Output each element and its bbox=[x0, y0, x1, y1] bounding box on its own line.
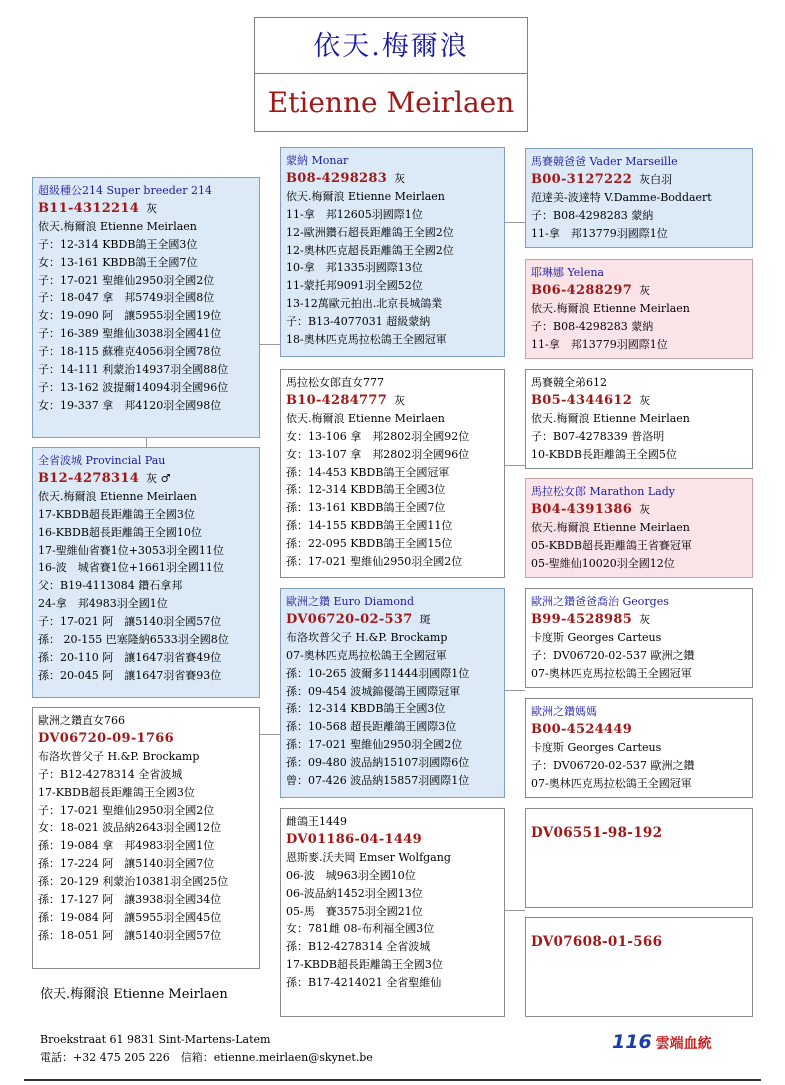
gen2-line: 依天.梅爾浪 Etienne Meirlaen bbox=[286, 411, 445, 425]
gen2-ring: DV06720-02-537 bbox=[286, 611, 413, 627]
gen3-card bbox=[525, 588, 753, 688]
gen2-color: 斑 bbox=[419, 612, 431, 626]
gen3-card bbox=[525, 259, 753, 359]
provincial-pau-line: 依天.梅爾浪 Etienne Meirlaen bbox=[38, 489, 197, 503]
gen2-line: 孫：10-568 超長距離鴿王國際3位 bbox=[286, 720, 457, 734]
gen3-name: 馬賽競爸爸 Vader Marseille bbox=[531, 155, 678, 168]
bottom-divider bbox=[24, 1079, 761, 1081]
gen3-line: 11-拿 邦13779羽國際1位 bbox=[531, 226, 668, 240]
logo-number: 116 bbox=[612, 1031, 652, 1053]
connector-line bbox=[504, 222, 525, 223]
gen2-line: 06-波 城963羽全國10位 bbox=[286, 868, 416, 882]
gen2-line: 07-奧林匹克馬拉松鴿王全國冠軍 bbox=[286, 648, 447, 662]
gen3-card bbox=[525, 369, 753, 469]
gen3-line: 05-聖維仙10020羽全國12位 bbox=[531, 556, 675, 570]
gen3-line: 07-奧林匹克馬拉松鴿王全國冠軍 bbox=[531, 666, 692, 680]
gen2-line: 12-奧林匹克超長距離鴿王全國2位 bbox=[286, 243, 454, 257]
sire-card bbox=[32, 177, 260, 438]
sire-line: 子：18-047 拿 邦5749羽全國8位 bbox=[38, 291, 215, 305]
dam-line: 女：18-021 波品納2643羽全國12位 bbox=[38, 821, 222, 835]
gen2-ring: DV01186-04-1449 bbox=[286, 831, 422, 847]
provincial-pau-line: 孫：20-045 阿 讓1647羽省賽93位 bbox=[38, 668, 222, 682]
sire-line: 女：13-161 KBDB鴿王全國7位 bbox=[38, 255, 198, 269]
provincial-pau-line: 父：B19-4113084 鑽石拿邦 bbox=[38, 579, 183, 593]
sire-color: 灰 bbox=[146, 201, 158, 215]
dam-line: 17-KBDB超長距離鴿王全國3位 bbox=[38, 785, 195, 799]
gen2-line: 孫：13-161 KBDB鴿王全國7位 bbox=[286, 501, 446, 515]
sire-name: 超級種公214 Super breeder 214 bbox=[38, 184, 213, 197]
gen3-line: 卡度斯 Georges Carteus bbox=[531, 630, 662, 644]
gen3-ring: B00-3127222 bbox=[531, 171, 633, 187]
gen3-line: 05-KBDB超長距離鴿王省賽冠軍 bbox=[531, 538, 692, 552]
gen2-card-monar bbox=[280, 147, 505, 357]
gen3-name: 馬賽競全弟612 bbox=[531, 376, 607, 389]
dam-line: 孫：20-129 利蒙治10381羽全國25位 bbox=[38, 875, 229, 889]
gen3-name: 歐洲之鑽媽媽 bbox=[531, 705, 597, 718]
sire-line: 女：19-337 拿 邦4120羽全國98位 bbox=[38, 398, 222, 412]
provincial-pau-line: 24-拿 邦4983羽全國1位 bbox=[38, 597, 168, 611]
connector-line bbox=[259, 734, 280, 735]
gen3-line: 子：B08-4298283 蒙納 bbox=[531, 319, 654, 333]
gen3-line: 范達美-波達特 V.Damme-Boddaert bbox=[531, 190, 712, 204]
gen3-card bbox=[525, 917, 753, 1017]
footer-phone-email: 電話：+32 475 205 226 信箱：etienne.meirlaen@skynet.be bbox=[40, 1051, 373, 1064]
connector-line bbox=[259, 344, 280, 345]
dam-name: 歐洲之鑽直女766 bbox=[38, 714, 125, 727]
provincial-pau-line: 子：17-021 阿 讓5140羽全國57位 bbox=[38, 615, 222, 629]
sire-line: 子：17-021 聖維仙2950羽全國2位 bbox=[38, 273, 215, 287]
gen3-ring: B00-4524449 bbox=[531, 721, 633, 737]
dam-line: 布洛坎普父子 H.&P. Brockamp bbox=[38, 749, 200, 763]
gen2-line: 06-波品納1452羽全國13位 bbox=[286, 886, 423, 900]
breeder-name-chinese: 依天.梅爾浪 bbox=[255, 18, 527, 74]
gen3-card bbox=[525, 808, 753, 908]
gen2-ring: B08-4298283 bbox=[286, 170, 388, 186]
gen2-line: 18-奧林匹克馬拉松鴿王全國冠軍 bbox=[286, 333, 447, 347]
provincial-pau-line: 孫： 20-155 巴塞隆納6533羽全國8位 bbox=[38, 633, 229, 647]
provincial-pau-color: 灰 ♂ bbox=[146, 471, 171, 485]
gen2-line: 依天.梅爾浪 Etienne Meirlaen bbox=[286, 189, 445, 203]
gen3-name: 耶琳娜 Yelena bbox=[531, 266, 604, 279]
breeder-name-english: Etienne Meirlaen bbox=[267, 86, 515, 119]
dam-lines bbox=[38, 748, 254, 945]
gen2-line: 曾：07-426 波品納15857羽國際1位 bbox=[286, 774, 470, 788]
gen3-line: 依天.梅爾浪 Etienne Meirlaen bbox=[531, 520, 690, 534]
footer-contact bbox=[40, 1031, 373, 1067]
gen3-line: 11-拿 邦13779羽國際1位 bbox=[531, 337, 668, 351]
provincial-pau-name: 全省波城 Provincial Pau bbox=[38, 454, 166, 467]
sire-line: 子：13-162 波提爾14094羽全國96位 bbox=[38, 380, 229, 394]
dam-line: 子：17-021 聖維仙2950羽全國2位 bbox=[38, 803, 215, 817]
provincial-pau-lines bbox=[38, 488, 254, 685]
gen2-line: 孫：17-021 聖維仙2950羽全國2位 bbox=[286, 738, 463, 752]
gen2-color: 灰 bbox=[394, 171, 406, 185]
footer-address: Broekstraat 61 9831 Sint-Martens-Latem bbox=[40, 1033, 271, 1046]
gen2-line: 12-歐洲鑽石超長距離鴿王全國2位 bbox=[286, 225, 454, 239]
gen2-card-marathon-daughter bbox=[280, 369, 505, 578]
logo bbox=[612, 1031, 712, 1057]
gen3-ring: DV07608-01-566 bbox=[531, 934, 663, 950]
gen2-line: 孫：09-454 波城錦優鴿王國際冠軍 bbox=[286, 684, 461, 698]
gen2-line: 孫：B17-4214021 全省聖維仙 bbox=[286, 976, 442, 990]
provincial-pau-line: 17-聖維仙省賽1位+3053羽全國11位 bbox=[38, 543, 224, 557]
gen2-line: 子：B13-4077031 超級蒙納 bbox=[286, 315, 431, 329]
gen3-color: 灰 bbox=[639, 502, 651, 516]
gen2-line: 13-12萬歐元拍出.北京長城鴿業 bbox=[286, 297, 443, 311]
gen3-line: 子：B08-4298283 蒙納 bbox=[531, 208, 654, 222]
provincial-pau-line: 17-KBDB超長距離鴿王全國3位 bbox=[38, 507, 195, 521]
gen3-line: 子：DV06720-02-537 歐洲之鑽 bbox=[531, 758, 695, 772]
gen2-line: 孫：22-095 KBDB鴿王全國15位 bbox=[286, 537, 453, 551]
gen2-line: 孫：09-480 波品納15107羽國際6位 bbox=[286, 756, 470, 770]
gen3-line: 依天.梅爾浪 Etienne Meirlaen bbox=[531, 411, 690, 425]
provincial-pau-line: 16-波 城省賽1位+1661羽全國11位 bbox=[38, 561, 224, 575]
gen2-line: 孫：10-265 波爾多11444羽國際1位 bbox=[286, 666, 470, 680]
provincial-pau-line: 孫：20-110 阿 讓1647羽省賽49位 bbox=[38, 650, 222, 664]
gen3-color: 灰 bbox=[639, 283, 651, 297]
sire-lines bbox=[38, 218, 254, 415]
gen2-card-queen-1449 bbox=[280, 808, 505, 1017]
pedigree-header bbox=[254, 17, 528, 132]
sire-ring: B11-4312214 bbox=[38, 200, 140, 216]
dam-line: 孫：19-084 拿 邦4983羽全國1位 bbox=[38, 839, 215, 853]
gen3-name: 馬拉松女郎 Marathon Lady bbox=[531, 485, 675, 498]
footer-breeder-name: 依天.梅爾浪 Etienne Meirlaen bbox=[40, 987, 228, 1002]
gen2-line: 05-馬 賽3575羽全國21位 bbox=[286, 904, 423, 918]
provincial-pau-line: 16-KBDB超長距離鴿王全國10位 bbox=[38, 525, 202, 539]
gen2-name: 歐洲之鑽 Euro Diamond bbox=[286, 595, 415, 608]
gen3-ring: B06-4288297 bbox=[531, 282, 633, 298]
dam-card bbox=[32, 707, 260, 969]
gen2-line: 女：781雌 08-布利福全國3位 bbox=[286, 922, 435, 936]
sire-line: 子：18-115 蘇雅克4056羽全國78位 bbox=[38, 345, 222, 359]
gen3-color: 灰 bbox=[639, 393, 651, 407]
gen2-color: 灰 bbox=[394, 393, 406, 407]
provincial-pau-card bbox=[32, 447, 260, 698]
dam-line: 孫：18-051 阿 讓5140羽全國57位 bbox=[38, 928, 222, 942]
gen2-line: 孫：14-155 KBDB鴿王全國11位 bbox=[286, 519, 453, 533]
gen2-line: 11-拿 邦12605羽國際1位 bbox=[286, 207, 423, 221]
gen3-line: 卡度斯 Georges Carteus bbox=[531, 740, 662, 754]
dam-line: 孫：17-127 阿 讓3938羽全國34位 bbox=[38, 893, 222, 907]
sire-line: 女：19-090 阿 讓5955羽全國19位 bbox=[38, 309, 222, 323]
connector-line bbox=[504, 910, 525, 911]
gen3-card bbox=[525, 698, 753, 798]
gen3-name: 歐洲之鑽爸爸喬治 Georges bbox=[531, 595, 669, 608]
dam-ring: DV06720-09-1766 bbox=[38, 730, 174, 746]
sire-line: 子：12-314 KBDB鴿王全國3位 bbox=[38, 237, 198, 251]
gen3-line: 子：DV06720-02-537 歐洲之鑽 bbox=[531, 648, 695, 662]
gen3-line: 10-KBDB長距離鴿王全國5位 bbox=[531, 447, 677, 461]
dam-line: 孫：19-084 阿 讓5955羽全國45位 bbox=[38, 910, 222, 924]
gen2-ring: B10-4284777 bbox=[286, 392, 388, 408]
dam-line: 子：B12-4278314 全省波城 bbox=[38, 767, 183, 781]
gen2-line: 孫：12-314 KBDB鴿王全國3位 bbox=[286, 483, 446, 497]
gen2-name: 馬拉松女郎直女777 bbox=[286, 376, 384, 389]
gen3-ring: B05-4344612 bbox=[531, 392, 633, 408]
gen2-line: 孫：12-314 KBDB鴿王全國3位 bbox=[286, 702, 446, 716]
gen3-line: 子：B07-4278339 普洛明 bbox=[531, 429, 665, 443]
gen2-line: 女：13-106 拿 邦2802羽全國92位 bbox=[286, 429, 470, 443]
gen2-name: 蒙納 Monar bbox=[286, 154, 349, 167]
connector-line bbox=[504, 690, 525, 691]
logo-text: 雲端血統 bbox=[655, 1036, 712, 1052]
gen2-name: 雌鴿王1449 bbox=[286, 815, 347, 828]
gen3-color: 灰白羽 bbox=[639, 172, 673, 186]
gen2-line: 孫：17-021 聖維仙2950羽全國2位 bbox=[286, 555, 463, 569]
gen3-line: 依天.梅爾浪 Etienne Meirlaen bbox=[531, 301, 690, 315]
gen2-line: 女：13-107 拿 邦2802羽全國96位 bbox=[286, 447, 470, 461]
gen3-color: 灰 bbox=[639, 612, 651, 626]
gen2-line: 布洛坎普父子 H.&P. Brockamp bbox=[286, 630, 448, 644]
provincial-pau-ring: B12-4278314 bbox=[38, 470, 140, 486]
gen3-line: 07-奧林匹克馬拉松鴿王全國冠軍 bbox=[531, 776, 692, 790]
connector-line bbox=[504, 465, 525, 466]
dam-line: 孫：17-224 阿 讓5140羽全國7位 bbox=[38, 857, 215, 871]
gen2-line: 11-蒙托邦9091羽全國52位 bbox=[286, 279, 423, 293]
gen3-card bbox=[525, 148, 753, 248]
sire-line: 子：14-111 利蒙治14937羽全國88位 bbox=[38, 363, 229, 377]
gen2-line: 恩斯麥.沃夫岡 Emser Wolfgang bbox=[286, 850, 451, 864]
gen2-line: 17-KBDB超長距離鴿王全國3位 bbox=[286, 958, 443, 972]
gen3-ring: B99-4528985 bbox=[531, 611, 633, 627]
gen2-line: 孫：B12-4278314 全省波城 bbox=[286, 940, 431, 954]
gen2-line: 孫：14-453 KBDB鴿王全國冠軍 bbox=[286, 465, 450, 479]
gen3-card bbox=[525, 478, 753, 578]
gen2-line: 10-拿 邦1335羽國際13位 bbox=[286, 261, 423, 275]
connector-line bbox=[146, 438, 147, 447]
gen3-ring: DV06551-98-192 bbox=[531, 825, 663, 841]
sire-line: 子：16-389 聖維仙3038羽全國41位 bbox=[38, 327, 222, 341]
sire-line: 依天.梅爾浪 Etienne Meirlaen bbox=[38, 219, 197, 233]
gen3-ring: B04-4391386 bbox=[531, 501, 633, 517]
gen2-card-euro-diamond bbox=[280, 588, 505, 798]
